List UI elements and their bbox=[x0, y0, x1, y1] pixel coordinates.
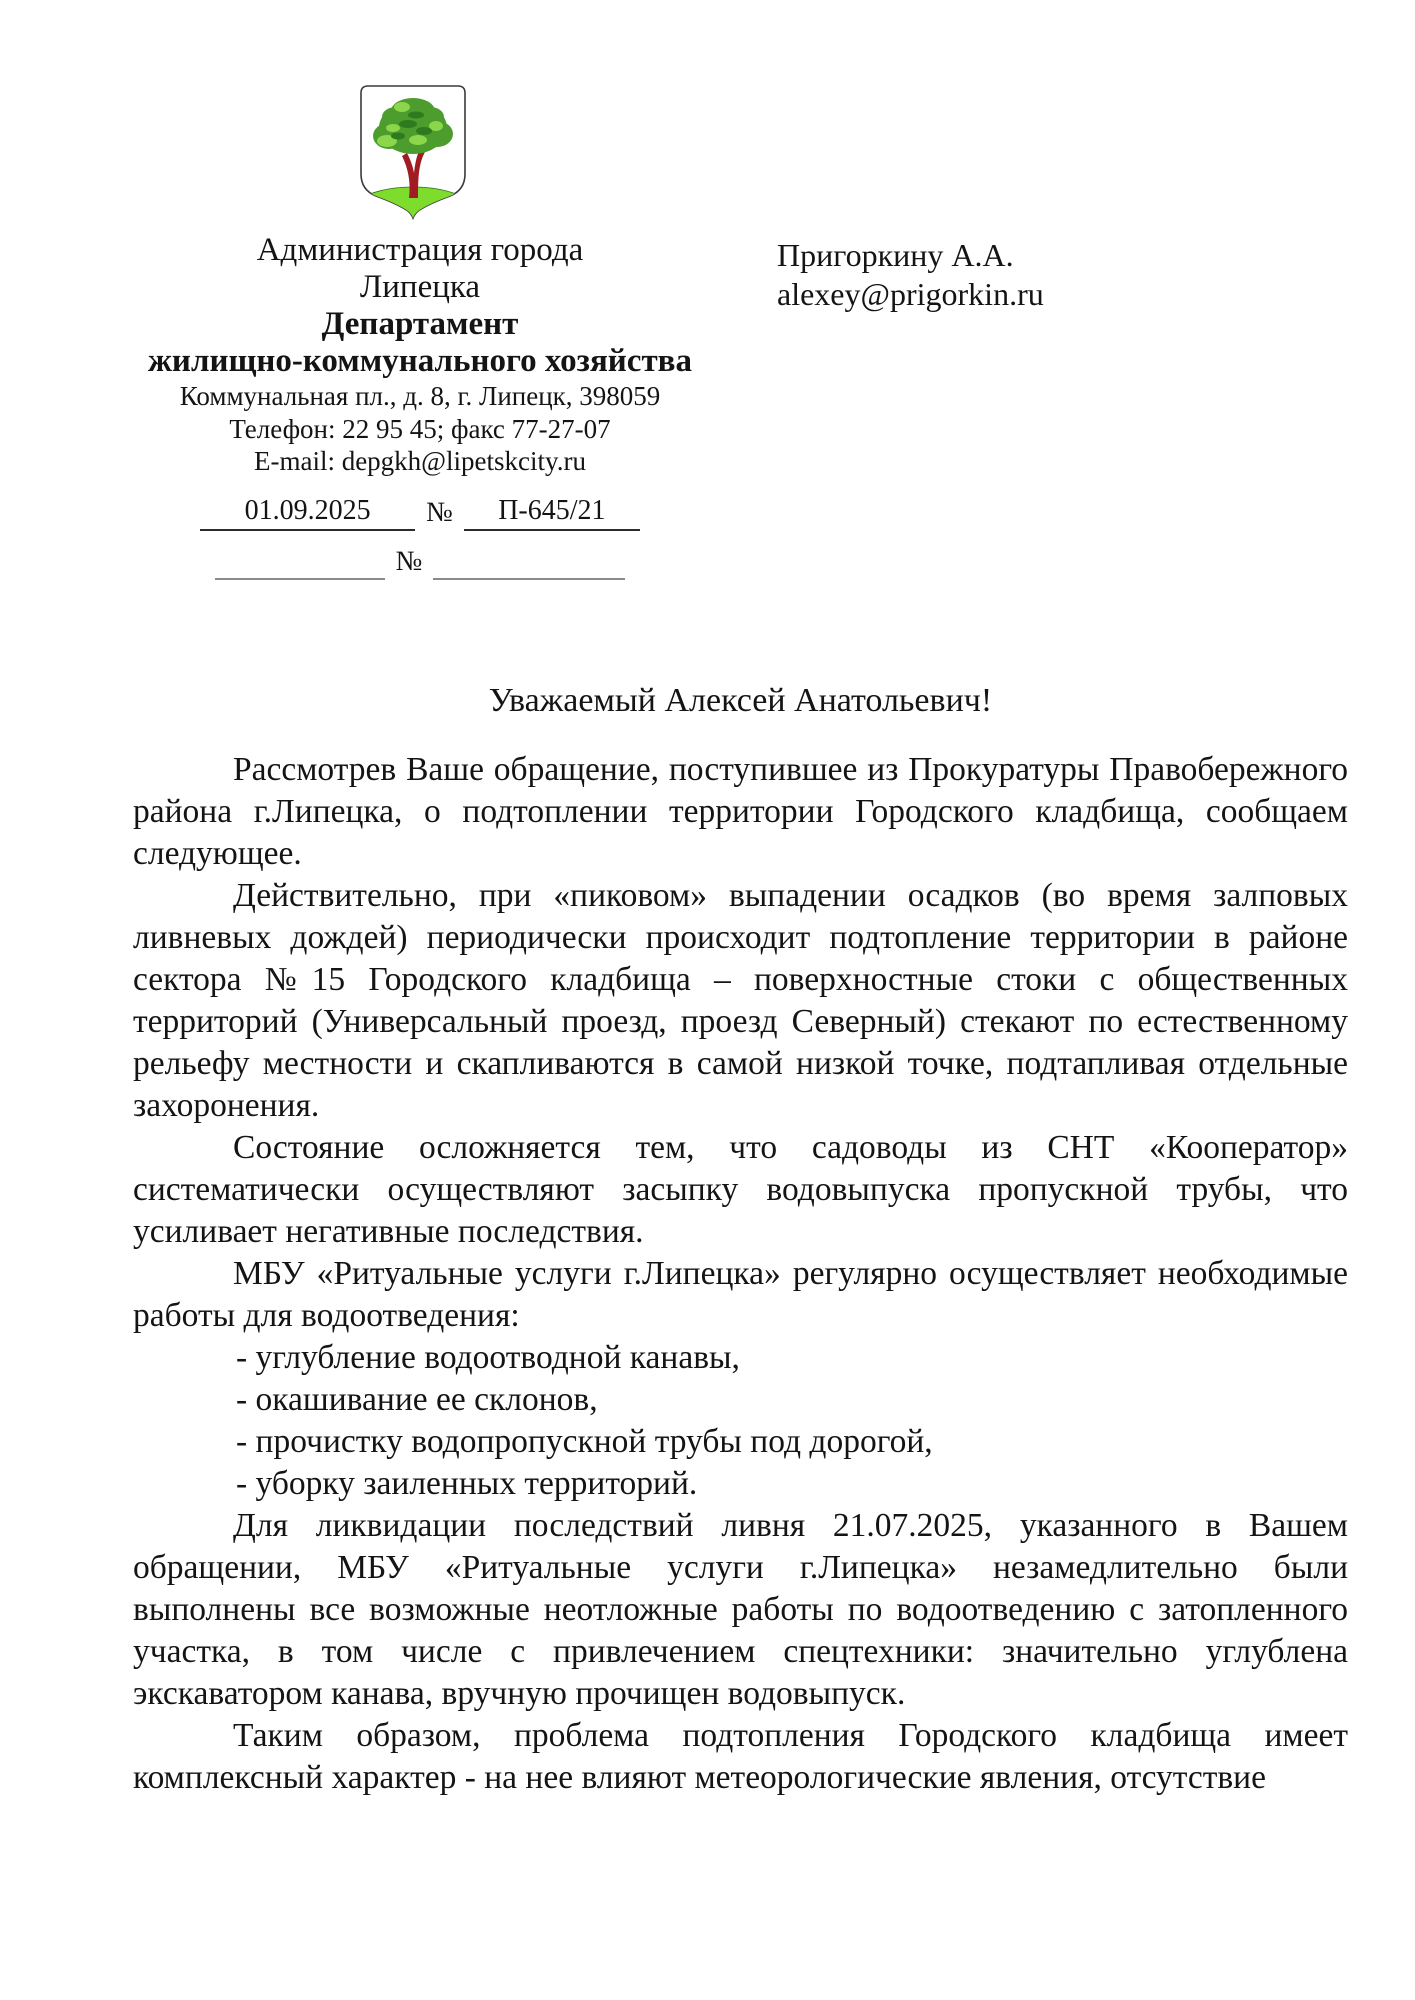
recipient-block bbox=[777, 236, 1044, 314]
number-sign: № bbox=[426, 496, 453, 528]
letterhead bbox=[95, 232, 745, 580]
list-item-3: - прочистку водопропускной трубы под дорогой, bbox=[236, 1423, 933, 1460]
dept-name-line-1: Департамент bbox=[321, 306, 519, 342]
paragraph-4: МБУ «Ритуальные услуги г.Липецка» регулярно осуществляет необходимые работы для водоотведения: bbox=[133, 1255, 1348, 1334]
paragraph-2: Действительно, при «пиковом» выпадении осадков (во время залповых ливневых дождей) периодически происходит подтопление территории в районе сектора №15 Городского кладбища – поверхностные стоки с общественных территорий (Универсальный проезд, проезд Северный) стекают по естественному рельефу местности и скапливаются в самой низкой точке, подтапливая отдельные захоронения. bbox=[133, 877, 1348, 1124]
letter-body bbox=[133, 749, 1348, 1799]
list-item-4: - уборку заиленных территорий. bbox=[236, 1465, 698, 1502]
coat-of-arms-icon bbox=[358, 84, 468, 220]
paragraph-3: Состояние осложняется тем, что садоводы из СНТ «Кооператор» систематически осуществляют засыпку водовыпуска пропускной трубы, что усиливает негативные последствия. bbox=[133, 1129, 1348, 1250]
postal-address: Коммунальная пл., д. 8, г. Липецк, 398059 bbox=[179, 381, 661, 411]
number-sign-2: № bbox=[395, 545, 423, 577]
paragraph-5: Для ликвидации последствий ливня 21.07.2025, указанного в Вашем обращении, МБУ «Ритуальные услуги г.Липецка» незамедлительно были выполнены все возможные неотложные работы по водоотведению с затопленного участка, в том числе с привлечением спецтехники: значительно углублена экскаватором канава, вручную прочищен водовыпуск. bbox=[133, 1507, 1348, 1712]
doc-number: П-645/21 bbox=[464, 495, 640, 531]
email-line: E-mail: depgkh@lipetskcity.ru bbox=[253, 446, 587, 476]
dept-name-line-2: жилищно-коммунального хозяйства bbox=[148, 343, 692, 379]
org-name-line-1: Администрация города bbox=[256, 232, 584, 268]
paragraph-1: Рассмотрев Ваше обращение, поступившее из Прокуратуры Правобережного района г.Липецка, о подтоплении территории Городского кладбища, сообщаем следующее. bbox=[133, 751, 1348, 872]
salutation: Уважаемый Алексей Анатольевич! bbox=[488, 682, 993, 719]
list-item-1: - углубление водоотводной канавы, bbox=[236, 1339, 740, 1376]
recipient-email: alexey@prigorkin.ru bbox=[777, 276, 1044, 312]
blank-number-line bbox=[433, 546, 625, 580]
reference-number-row bbox=[95, 546, 745, 580]
doc-date: 01.09.2025 bbox=[200, 495, 415, 531]
paragraph-6: Таким образом, проблема подтопления Городского кладбища имеет комплексный характер - на нее влияют метеорологические явления, отсутствие bbox=[133, 1717, 1348, 1796]
list-item-2: - окашивание ее склонов, bbox=[236, 1381, 598, 1418]
doc-date-number-row bbox=[95, 495, 745, 531]
recipient-name: Пригоркину А.А. bbox=[777, 237, 1014, 273]
org-name-line-2: Липецка bbox=[359, 269, 481, 305]
lipetsk-coat-of-arms bbox=[358, 84, 468, 220]
blank-date-line bbox=[215, 546, 385, 580]
phone-fax-line: Телефон: 22 95 45; факс 77-27-07 bbox=[229, 413, 611, 444]
works-list bbox=[133, 1337, 1348, 1505]
